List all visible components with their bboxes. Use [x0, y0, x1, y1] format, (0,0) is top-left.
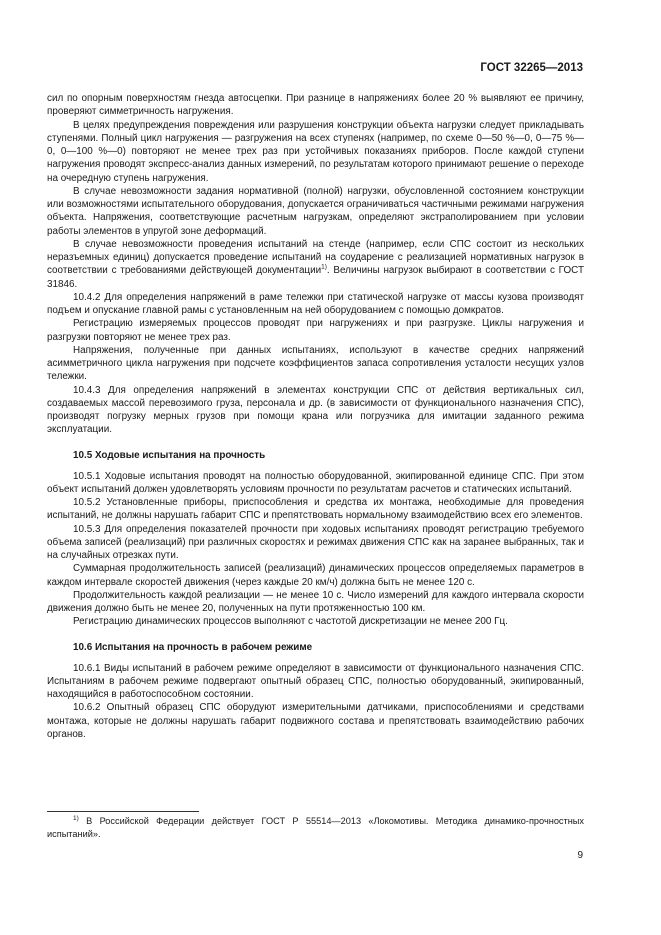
paragraph: Продолжительность каждой реализации — не менее 10 с. Число измерений для каждого интервала скорости движения должно быть не менее 20, полученных на пути протяженностью 100 км. [47, 589, 584, 614]
paragraph: Регистрацию динамических процессов выполняют с частотой дискретизации не менее 200 Гц. [73, 616, 508, 628]
paragraph: 10.6.1 Виды испытаний в рабочем режиме определяют в зависимости от функционального назначения СПС. Испытаниям в рабочем режиме подвергают опытный образец СПС, полностью оборудованный, экипированный, находящийся в работоспособном состоянии. [47, 662, 584, 700]
paragraph-text: . Величины нагрузок [326, 265, 423, 277]
paragraph: Напряжения, полученные при данных испытаниях, используют в качестве средних напряжений асимметричного цикла нагружения при подсчете коэффициентов запаса сопротивления усталости несущих узлов тележки. [47, 344, 584, 383]
paragraph: 10.5.2 Установленные приборы, приспособления и средства их монтажа, необходимые для проведения испытаний, не должны нарушать габарит СПС и препятствовать нормальному взаимодействию всех его элементов. [47, 497, 584, 522]
document-body [47, 92, 584, 741]
paragraph: 10.5.3 Для определения показателей прочности при ходовых испытаниях проводят регистрацию требуемого объема записей (реализаций) при различных скоростях и режимах движения СПС как на заранее выбранных, так и на случайных отрезках пути. [47, 523, 584, 561]
footnote-reference: 1) [321, 263, 327, 271]
paragraph: 10.6.2 Опытный образец СПС оборудуют измерительными датчиками, приспособлениями и средствами монтажа, которые не должны нарушать габарит подвижного состава и препятствовать взаимодействию рабочих органов. [47, 702, 584, 740]
paragraph [47, 238, 584, 291]
page-number: 9 [577, 850, 583, 861]
footnote-text: В Российской Федерации действует ГОСТ Р 55514—2013 «Локомотивы. Методика динамико-прочностных испытаний». [47, 816, 584, 839]
paragraph: Регистрацию измеряемых процессов проводят при нагружениях и при разгрузке. Циклы нагружения и разгрузки повторяют не менее трех раз. [47, 318, 584, 343]
footnote-marker: 1) [73, 814, 79, 822]
paragraph: В случае невозможности задания нормативной (полной) нагрузки, обусловленной состоянием конструкции или возможностями испытательного оборудования, допускается ограничиваться частичными режимами нагружения объекта. Напряжения, соответствующие расчетным нагрузкам, определяют экстраполированием при условии работы элементов в упругой зоне деформаций. [47, 185, 584, 237]
paragraph-text: В случае невозможности проведения испытаний на стенде (например, если СПС состоит из нескольких неразъемных единиц) допускается проведение испытаний на соударение с реализацией нормативных нагрузок в соответствии с требованиями действующей документации [47, 238, 584, 277]
document-number: ГОСТ 32265—2013 [480, 62, 583, 74]
section-heading: 10.6 Испытания на прочность в рабочем режиме [73, 641, 313, 653]
paragraph: В целях предупреждения повреждения или разрушения конструкции объекта нагрузки следует прикладывать ступенями. Полный цикл нагружения — разгружения на всех ступенях (например, по схеме 0—50 %—0, 0—75 %—0, 0—100 %—0) повторяют не менее трех раз при устойчивых показаниях приборов. После каждой ступени нагружения проводят экспресс-анализ данных измерений, по результатам которого принимают решение о переходе на очередную ступень нагружения. [47, 119, 584, 184]
paragraph: 10.4.2 Для определения напряжений в раме тележки при статической нагрузке от массы кузова производят подъем и опускание главной рамы с установленным на ней оборудованием с помощью домкратов. [47, 291, 584, 316]
paragraph: Суммарная продолжительность записей (реализаций) динамических процессов определяемых параметров в каждом интервале скоростей движения (через каждые 20 км/ч) должна быть не менее 120 с. [47, 563, 584, 588]
paragraph: 10.5.1 Ходовые испытания проводят на полностью оборудованной, экипированной единице СПС. При этом объект испытаний должен удовлетворять условиям прочности по результатам расчетов и статических испытаний. [47, 470, 584, 495]
footnote [47, 815, 584, 840]
footnote-divider [47, 811, 199, 812]
paragraph: сил по опорным поверхностям гнезда автосцепки. При разнице в напряжениях более 20 % выявляют ее причину, проверяют симметричность нагружения. [47, 93, 584, 118]
paragraph-text: выбирают в соответствии с ГОСТ 31846. [47, 265, 584, 290]
section-heading: 10.5 Ходовые испытания на прочность [73, 449, 266, 461]
paragraph: 10.4.3 Для определения напряжений в элементах конструкции СПС от действия вертикальных сил, создаваемых массой перевозимого груза, персонала и др. (в зависимости от функционального назначения СПС), производят погрузку мерных грузов при помощи крана или погрузчика для имитации заданного режима эксплуатации. [47, 384, 584, 436]
